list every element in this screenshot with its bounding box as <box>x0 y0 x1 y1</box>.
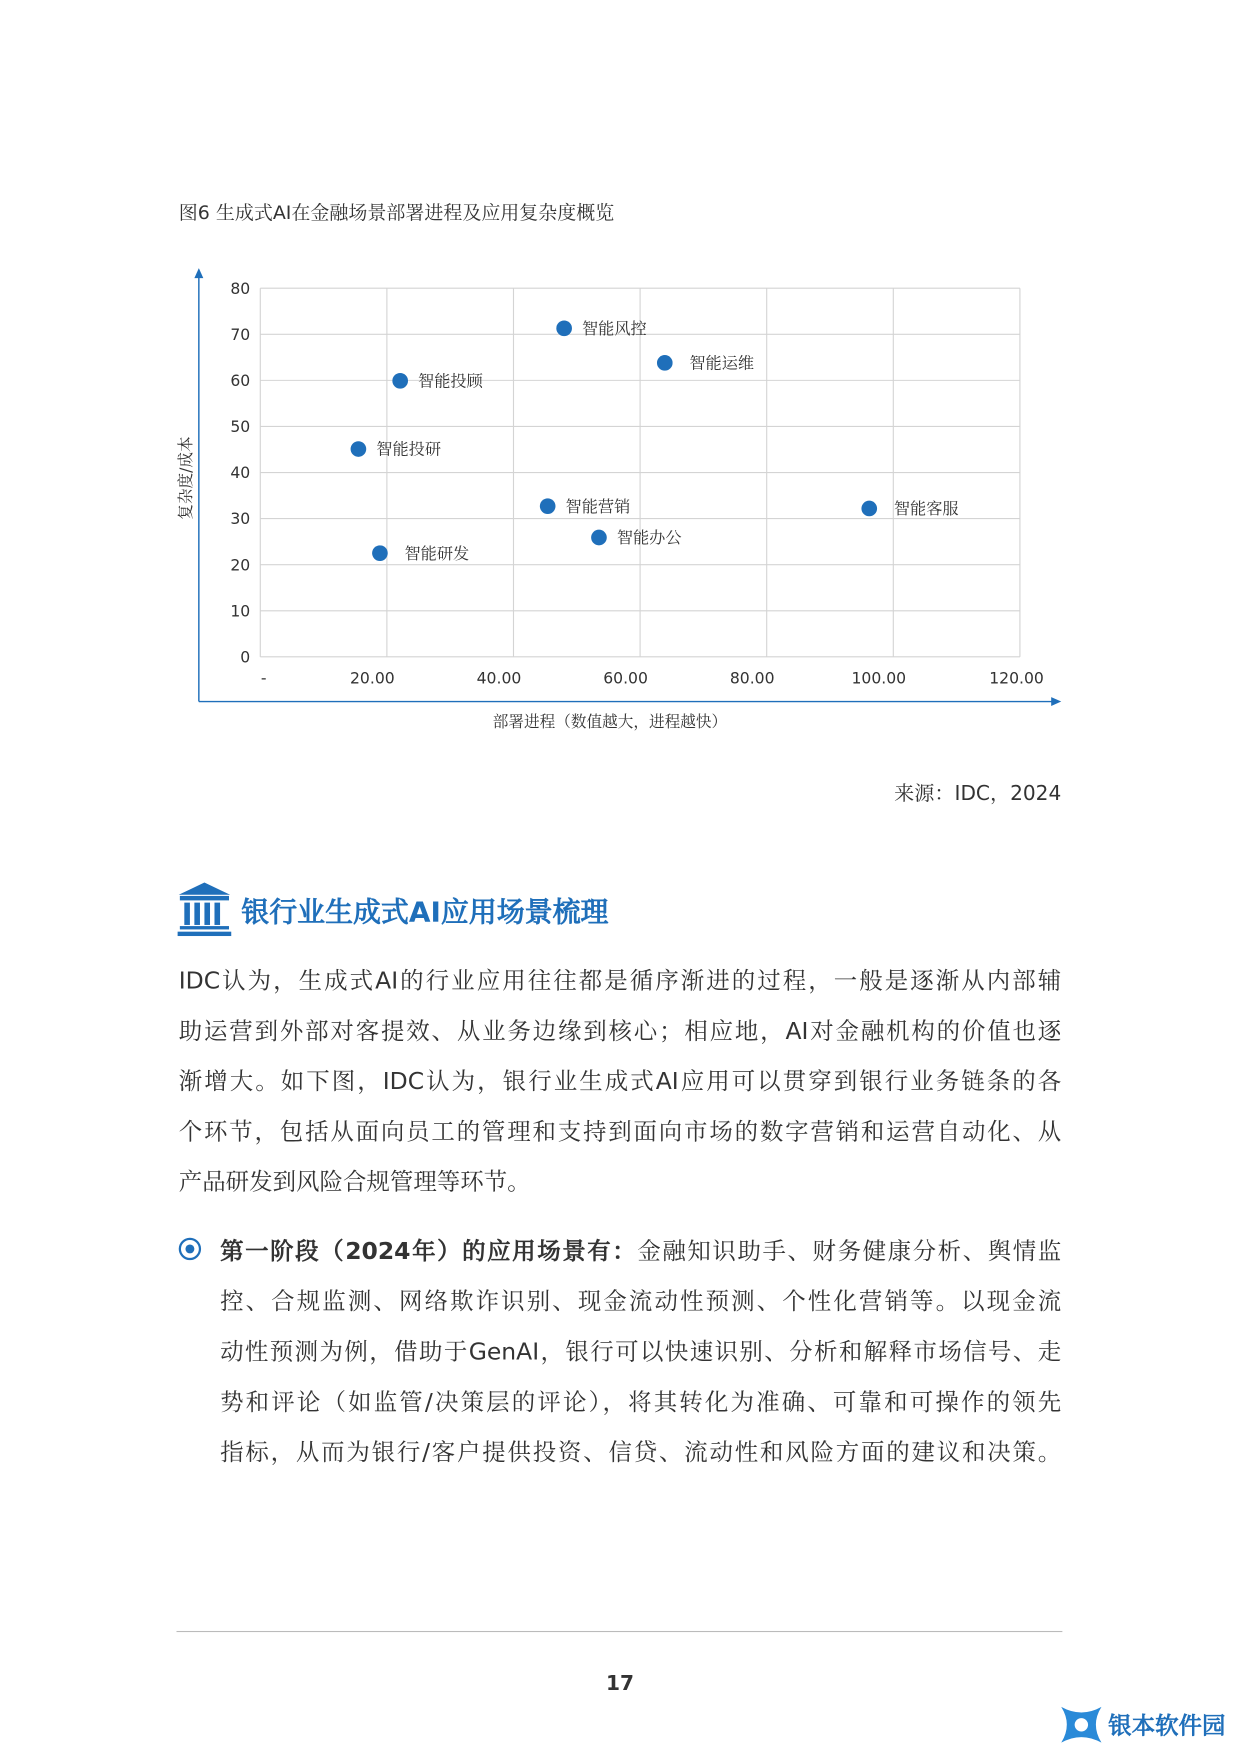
bullet-line: 控、合规监测、网络欺诈识别、现金流动性预测、个性化营销等。以现金流 <box>220 1288 1062 1315</box>
paragraph-line: 渐增大。如下图，IDC认为，银行业生成式AI应用可以贯穿到银行业务链条的各 <box>178 1067 1062 1095</box>
y-tick-label: 20 <box>230 555 251 575</box>
bullet-line: 动性预测为例，借助于GenAI，银行可以快速识别、分析和解释市场信号、走 <box>220 1338 1062 1366</box>
x-axis-label: 部署进程（数值越大，进程越快） <box>492 712 728 732</box>
y-axis-arrow-icon <box>194 268 203 278</box>
data-point <box>861 501 877 517</box>
y-tick-label: 40 <box>230 463 251 483</box>
y-tick-label: 30 <box>230 509 251 529</box>
bullet-bold-prefix: 第一阶段（2024年）的应用场景有： <box>220 1237 638 1265</box>
data-point <box>657 355 673 371</box>
data-point-label: 智能研发 <box>404 543 470 563</box>
y-tick-label: 0 <box>240 647 251 667</box>
bullet-line: 指标，从而为银行/客户提供投资、信贷、流动性和风险方面的建议和决策。 <box>220 1438 1062 1466</box>
data-point-label: 智能风控 <box>582 318 647 338</box>
scatter-chart <box>0 0 1240 782</box>
data-point-label: 智能投顾 <box>418 371 483 391</box>
data-point <box>392 373 408 389</box>
x-tick-label: 80.00 <box>729 668 775 688</box>
bank-building-icon <box>177 883 233 937</box>
x-tick-label: 20.00 <box>349 668 395 688</box>
y-tick-label: 50 <box>230 417 251 437</box>
data-point-label: 智能办公 <box>616 528 682 548</box>
figure-title: 图6 生成式AI在金融场景部署进程及应用复杂度概览 <box>178 202 615 225</box>
data-point-label: 智能运维 <box>689 353 755 373</box>
y-tick-label: 60 <box>230 370 251 390</box>
data-point <box>372 545 388 561</box>
paragraph-line: IDC认为，生成式AI的行业应用往往都是循序渐进的过程，一般是逐渐从内部辅 <box>178 967 1062 995</box>
paragraph-line: 助运营到外部对客提效、从业务边缘到核心；相应地，AI对金融机构的价值也逐 <box>178 1017 1062 1045</box>
data-point <box>351 441 367 457</box>
y-tick-label: 80 <box>230 278 251 298</box>
data-point-label: 智能客服 <box>893 499 959 519</box>
bullet-line <box>220 1227 1061 1277</box>
x-axis-arrow-icon <box>1051 697 1061 706</box>
bullet-first-line-text: 金融知识助手、财务健康分析、舆情监 <box>637 1237 1062 1265</box>
x-tick-label: 100.00 <box>851 668 907 688</box>
x-tick-label: 60.00 <box>603 668 648 688</box>
page-number: 17 <box>605 1672 634 1696</box>
y-tick-label: 70 <box>230 324 251 344</box>
body-paragraph <box>179 956 1062 1207</box>
x-tick-label: - <box>260 668 267 688</box>
data-point-label: 智能营销 <box>565 496 631 516</box>
data-point-label: 智能投研 <box>376 439 442 459</box>
bullet-line: 势和评论（如监管/决策层的评论），将其转化为准确、可靠和可操作的领先 <box>220 1388 1062 1416</box>
section-heading: 银行业生成式AI应用场景梳理 <box>241 895 609 929</box>
x-logo-icon <box>1057 1700 1106 1749</box>
figure-source: 来源：IDC，2024 <box>894 781 1062 806</box>
y-axis-label: 复杂度/成本 <box>176 436 196 520</box>
data-point <box>556 320 572 336</box>
logo-text: 银本软件园 <box>1108 1712 1226 1740</box>
x-tick-label: 120.00 <box>989 668 1044 688</box>
watermark-logo <box>1057 1698 1226 1752</box>
data-point <box>591 530 607 546</box>
bullet-paragraph <box>220 1227 1061 1478</box>
y-tick-label: 10 <box>230 601 251 621</box>
footer-divider <box>177 1631 1063 1632</box>
x-tick-label: 40.00 <box>476 668 522 688</box>
paragraph-line: 个环节，包括从面向员工的管理和支持到面向市场的数字营销和运营自动化、从 <box>178 1118 1062 1146</box>
data-point <box>540 498 556 514</box>
paragraph-line: 产品研发到风险合规管理等环节。 <box>178 1168 531 1196</box>
bullet-circle-icon <box>179 1238 201 1260</box>
